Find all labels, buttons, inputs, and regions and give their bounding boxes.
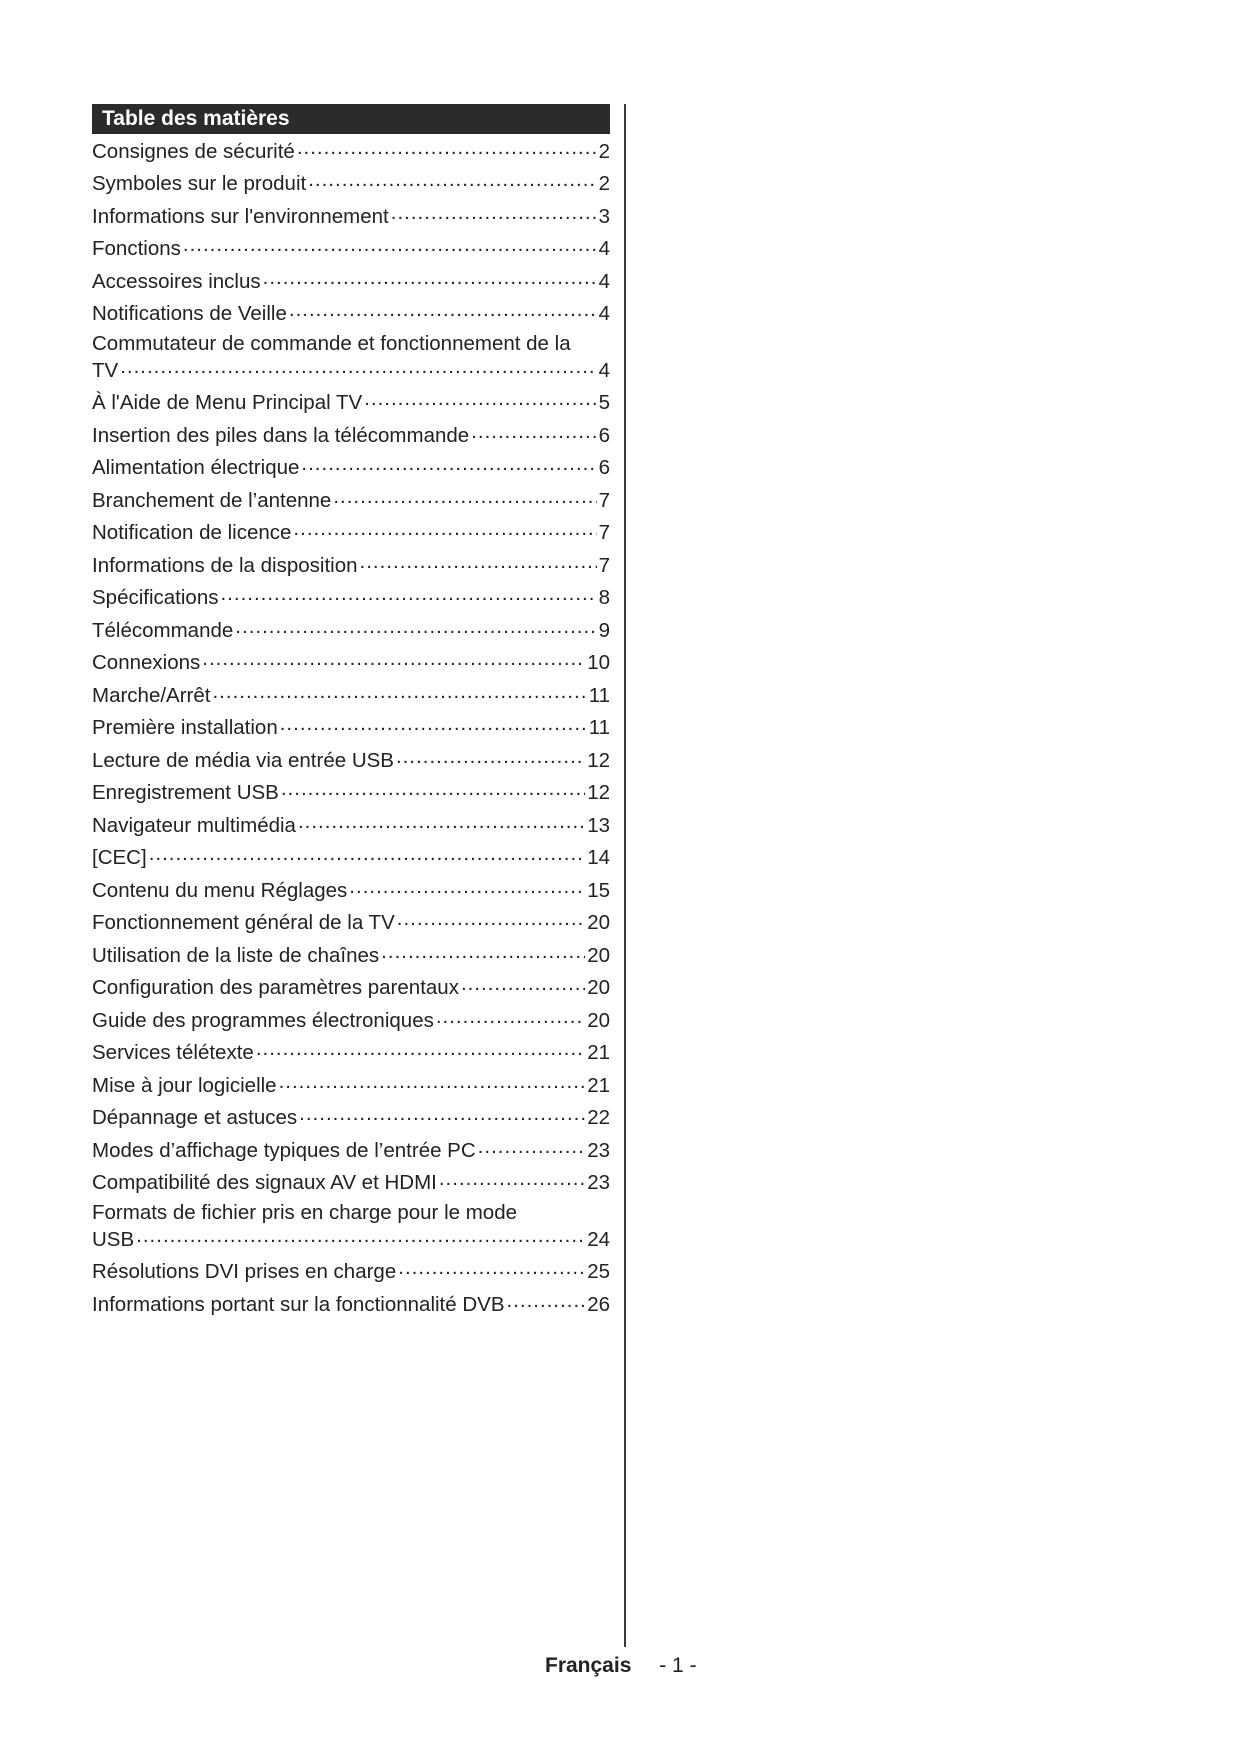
toc-entry[interactable] — [92, 389, 610, 416]
toc-entry[interactable] — [92, 1104, 610, 1131]
toc-entry-text: Configuration des paramètres parentaux — [92, 976, 459, 999]
toc-entry[interactable] — [92, 1258, 610, 1285]
toc-entry-page: 20 — [587, 1008, 610, 1032]
toc-entry-page: 6 — [598, 456, 610, 479]
toc-entry-page: 11 — [588, 683, 610, 707]
toc-entry[interactable] — [92, 421, 610, 448]
toc-entry-page: 21 — [587, 1073, 610, 1097]
toc-entry[interactable] — [92, 746, 610, 773]
toc-entry-page: 13 — [587, 813, 610, 837]
toc-entry-text: Guide des programmes électroniques — [92, 1008, 434, 1032]
dot-leader — [263, 267, 597, 288]
toc-entry-text: Branchement de l’antenne — [92, 488, 332, 512]
toc-entry-text: Services télétexte — [92, 1041, 254, 1064]
dot-leader — [381, 941, 585, 962]
toc-entry-page: 20 — [587, 943, 610, 967]
toc-entry-page: 12 — [587, 781, 610, 804]
toc-entry-text: À l'Aide de Menu Principal TV — [92, 391, 363, 414]
dot-leader — [279, 1071, 586, 1092]
toc-entry-page: 24 — [587, 1227, 610, 1251]
toc-entry-page: 14 — [587, 846, 610, 869]
dot-leader — [212, 681, 586, 702]
toc-entry-page: 10 — [587, 651, 610, 674]
dot-leader — [349, 876, 585, 897]
toc-entry-page: 22 — [587, 1106, 610, 1129]
toc-entry-text: Informations sur l'environnement — [92, 204, 389, 228]
dot-leader — [301, 454, 596, 475]
toc-entry[interactable] — [92, 844, 610, 871]
toc-entry-text: Dépannage et astuces — [92, 1106, 298, 1129]
toc-entry[interactable] — [92, 941, 610, 968]
toc-entry-text: Symboles sur le produit — [92, 172, 307, 195]
toc-entry-page: 9 — [598, 618, 610, 642]
toc-entry-page: 2 — [598, 139, 610, 163]
dot-leader — [507, 1290, 586, 1311]
toc-entry-page: 20 — [587, 976, 610, 999]
toc-entry[interactable] — [92, 681, 610, 708]
toc-entry-page: 21 — [587, 1041, 610, 1064]
toc-entry-page: 7 — [598, 521, 610, 544]
footer-page-number: - 1 - — [659, 1654, 697, 1677]
toc-entry-page: 12 — [587, 748, 610, 772]
dot-leader — [149, 844, 586, 865]
toc-entry[interactable] — [92, 876, 610, 903]
page-footer — [545, 1654, 697, 1678]
toc-entry-text-continued: USB — [92, 1227, 135, 1251]
toc-entry-page: 7 — [598, 553, 610, 577]
dot-leader — [439, 1169, 585, 1190]
column-divider — [624, 104, 626, 1647]
toc-entry[interactable] — [92, 267, 610, 294]
toc-entry-text: Mise à jour logicielle — [92, 1073, 277, 1097]
dot-leader — [280, 714, 587, 735]
toc-entry-text: Commutateur de commande et fonctionnement de la — [92, 332, 571, 355]
toc-entry-page: 7 — [598, 488, 610, 512]
toc-entry-text: Consignes de sécurité — [92, 139, 295, 163]
toc-entry-text: Fonctionnement général de la TV — [92, 911, 395, 934]
toc-entry-page: 5 — [598, 391, 610, 414]
toc-entry-text: Lecture de média via entrée USB — [92, 748, 394, 772]
toc-entry-text: Première installation — [92, 716, 278, 739]
toc-entry[interactable] — [92, 454, 610, 481]
toc-entry[interactable] — [92, 170, 610, 197]
toc-entry-page: 4 — [598, 302, 610, 325]
dot-leader — [183, 235, 597, 256]
toc-entry[interactable] — [92, 1039, 610, 1066]
toc-entry[interactable] — [92, 332, 610, 383]
dot-leader — [202, 649, 585, 670]
dot-leader — [136, 1225, 585, 1246]
dot-leader — [220, 584, 596, 605]
toc-entry-text: [CEC] — [92, 846, 147, 869]
toc-entry-text: Navigateur multimédia — [92, 813, 296, 837]
toc-entry-text: Informations portant sur la fonctionnalité DVB — [92, 1292, 505, 1316]
toc-entry[interactable] — [92, 811, 610, 838]
dot-leader — [308, 170, 596, 191]
dot-leader — [297, 137, 597, 158]
toc-entry-page: 2 — [598, 172, 610, 195]
toc-entry[interactable] — [92, 551, 610, 578]
toc-entries — [92, 137, 610, 1317]
toc-entry-text: Télécommande — [92, 618, 234, 642]
toc-entry-text: Modes d’affichage typiques de l’entrée PC — [92, 1138, 476, 1162]
dot-leader — [397, 909, 585, 930]
toc-entry-page: 11 — [588, 716, 610, 739]
toc-entry-text: Contenu du menu Réglages — [92, 878, 348, 902]
dot-leader — [256, 1039, 585, 1060]
toc-entry[interactable] — [92, 714, 610, 741]
toc-entry[interactable] — [92, 1169, 610, 1196]
toc-entry-text: Utilisation de la liste de chaînes — [92, 943, 380, 967]
toc-entry[interactable] — [92, 1071, 610, 1098]
toc-entry-page: 23 — [587, 1138, 610, 1162]
toc-entry[interactable] — [92, 616, 610, 643]
dot-leader — [289, 300, 597, 321]
toc-entry-text: Notification de licence — [92, 521, 292, 544]
toc-entry[interactable] — [92, 584, 610, 611]
dot-leader — [293, 519, 596, 540]
toc-entry[interactable] — [92, 974, 610, 1001]
toc-entry-page: 4 — [598, 237, 610, 260]
toc-entry[interactable] — [92, 519, 610, 546]
dot-leader — [235, 616, 596, 637]
dot-leader — [281, 779, 585, 800]
dot-leader — [398, 1258, 585, 1279]
dot-leader — [436, 1006, 585, 1027]
dot-leader — [461, 974, 585, 995]
toc-entry-text: Marche/Arrêt — [92, 683, 211, 707]
toc-entry-text: Connexions — [92, 651, 201, 674]
toc-entry-text: Insertion des piles dans la télécommande — [92, 423, 470, 447]
toc-entry-text-continued: TV — [92, 358, 119, 382]
toc-entry[interactable] — [92, 202, 610, 229]
toc-entry[interactable] — [92, 1006, 610, 1033]
dot-leader — [478, 1136, 586, 1157]
footer-language: Français — [545, 1654, 632, 1677]
toc-entry-text: Accessoires inclus — [92, 269, 261, 293]
toc-entry-text: Notifications de Veille — [92, 302, 287, 325]
toc-entry-page: 23 — [587, 1171, 610, 1194]
toc-entry-page: 8 — [598, 586, 610, 609]
toc-entry[interactable] — [92, 300, 610, 327]
toc-entry[interactable] — [92, 486, 610, 513]
toc-entry-page: 6 — [598, 423, 610, 447]
table-of-contents — [92, 104, 610, 1317]
toc-entry[interactable] — [92, 137, 610, 164]
toc-entry-page: 15 — [587, 878, 610, 902]
toc-entry-page: 20 — [587, 911, 610, 934]
toc-entry[interactable] — [92, 1290, 610, 1317]
dot-leader — [360, 551, 597, 572]
dot-leader — [120, 356, 596, 377]
toc-entry-page: 26 — [587, 1292, 610, 1316]
toc-entry-page: 3 — [598, 204, 610, 228]
toc-entry[interactable] — [92, 909, 610, 936]
toc-entry-text: Alimentation électrique — [92, 456, 300, 479]
toc-entry-text: Informations de la disposition — [92, 553, 358, 577]
toc-entry[interactable] — [92, 649, 610, 676]
toc-entry[interactable] — [92, 779, 610, 806]
toc-entry-text: Fonctions — [92, 237, 181, 260]
toc-entry-page: 4 — [598, 269, 610, 293]
toc-entry-text: Enregistrement USB — [92, 781, 279, 804]
dot-leader — [298, 811, 585, 832]
toc-entry[interactable] — [92, 1136, 610, 1163]
dot-leader — [396, 746, 585, 767]
dot-leader — [333, 486, 596, 507]
toc-entry[interactable] — [92, 235, 610, 262]
toc-entry-text: Résolutions DVI prises en charge — [92, 1260, 397, 1283]
dot-leader — [391, 202, 597, 223]
dot-leader — [299, 1104, 585, 1125]
dot-leader — [471, 421, 596, 442]
toc-title: Table des matières — [92, 104, 610, 134]
toc-entry-page: 25 — [587, 1260, 610, 1283]
toc-entry-text: Spécifications — [92, 586, 219, 609]
toc-entry-text: Formats de fichier pris en charge pour le mode — [92, 1201, 518, 1224]
toc-entry-page: 4 — [598, 358, 610, 382]
toc-entry-text: Compatibilité des signaux AV et HDMI — [92, 1171, 437, 1194]
toc-entry[interactable] — [92, 1201, 610, 1252]
dot-leader — [364, 389, 596, 410]
